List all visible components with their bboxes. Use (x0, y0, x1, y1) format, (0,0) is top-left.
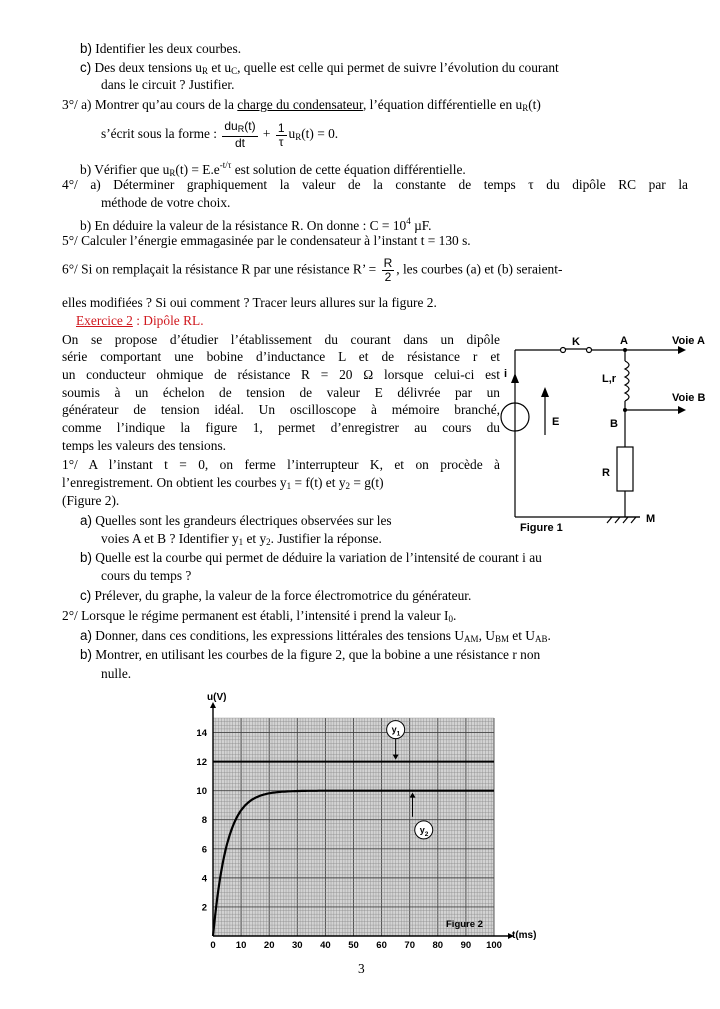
q2b2-line1 (80, 646, 540, 663)
q1-line3: (Figure 2). (62, 493, 120, 508)
num: 1 (277, 120, 285, 135)
intro-line: soumis à un échelon de tension de valeur E délivrée par un (62, 385, 500, 400)
sub-AB: AB (534, 634, 548, 644)
q1-text-b: = f(t) et y (291, 475, 346, 490)
x-tick-label: 90 (460, 940, 472, 951)
switch-terminal (561, 348, 566, 353)
switch-terminal (587, 348, 592, 353)
exp: -t/τ (219, 160, 232, 170)
y-tick-label: 12 (196, 757, 207, 769)
tail-end: (t) = 0. (301, 126, 339, 142)
y-axis-label: u(V) (207, 692, 227, 703)
end: . (547, 628, 551, 643)
q1a-line1 (80, 512, 392, 529)
x-axis-label: t(ms) (512, 930, 537, 941)
node-a (623, 348, 627, 352)
q1b-text: Quelle est la courbe qui permet de déduire la variation de l’intensité de courant i au (95, 550, 542, 565)
x-tick-label: 20 (263, 940, 275, 951)
title-underlined: Exercice 2 (76, 313, 133, 328)
sep: et U (508, 628, 535, 643)
y-tick-label: 8 (201, 815, 207, 827)
fraction-1-tau (276, 122, 287, 149)
sub-1: 1 (286, 481, 292, 491)
q3a-line1 (62, 96, 541, 117)
ground-hatch (631, 517, 636, 523)
y2-marker-label: y (419, 824, 425, 835)
y2-marker-sub: 2 (424, 830, 429, 838)
q3a-form-label: s’écrit sous la forme : (101, 126, 221, 142)
q2c-text-a: Des deux tensions u (94, 60, 203, 75)
sub-R: R (169, 168, 176, 178)
x-tick-label: 50 (348, 940, 359, 951)
sub-2: 2 (266, 537, 271, 547)
figure-2-chart (180, 690, 540, 955)
intro-line: générateur de tension idéal. Un oscilloscope à mémoire branché, (62, 402, 500, 417)
q4b-text: b) En déduire la valeur de la résistance R. On donne : C = 10 (80, 218, 407, 233)
q1a-text-b: et y (243, 531, 267, 546)
sub-R: R (237, 124, 245, 134)
den: τ (278, 134, 284, 149)
x-tick-label: 80 (432, 940, 444, 951)
node-b (623, 408, 627, 412)
intro-line: un conducteur ohmique de résistance R = 20 Ω lorsque celui-ci est (62, 367, 500, 382)
y-tick-label: 14 (196, 728, 207, 740)
x-tick-label: 70 (404, 940, 415, 951)
ground-hatch (607, 517, 612, 523)
x-tick-label: 0 (210, 940, 216, 951)
q3a-end: (t) (528, 97, 541, 112)
q1-text-a: l’enregistrement. On obtient les courbes y (62, 475, 287, 490)
fraction-dur-dt (222, 120, 257, 150)
q1a-text: Quelles sont les grandeurs électriques observées sur les (95, 513, 392, 528)
q6-line2: elles modifiées ? Si oui comment ? Tracer leurs allures sur la figure 2. (62, 295, 437, 310)
page-number: 3 (358, 961, 365, 976)
q3a-post: , l’équation différentielle en u (362, 97, 523, 112)
q1-text-c: = g(t) (350, 475, 384, 490)
intro-line: série comportant une bobine d’inductance L et de résistance r et (62, 349, 500, 364)
q2b2-text: Montrer, en utilisant les courbes de la figure 2, que la bobine a une résistance r non (95, 647, 541, 662)
sep: , U (478, 628, 495, 643)
num: du (224, 119, 238, 133)
q3b-end: est solution de cette équation différentielle. (231, 162, 466, 177)
intro-line: On se propose d’étudier l’établissement du courant dans un dipôle (62, 332, 500, 347)
sub-R: R (295, 132, 302, 143)
q1a-marker: a) (80, 513, 92, 528)
q2c-text-c: , quelle est celle qui permet de suivre l’évolution du courant (237, 60, 559, 75)
label-lr: L,r (602, 373, 617, 385)
q3b-text: b) Vérifier que u (80, 162, 170, 177)
q4a-line2: méthode de votre choix. (101, 195, 231, 210)
q1a-text-c: . Justifier la réponse. (270, 531, 382, 546)
label-r: R (602, 467, 610, 479)
label-voie-a: Voie A (672, 335, 706, 347)
q6-post: , les courbes (a) et (b) seraient- (396, 261, 563, 277)
q3a-line2 (101, 120, 338, 150)
q6-pre: 6°/ Si on remplaçait la résistance R par une résistance R’ = (62, 261, 377, 277)
y1-marker-label: y (391, 724, 397, 735)
chart-grid (213, 718, 494, 936)
sub-C: C (231, 66, 238, 76)
resistor-r (617, 447, 633, 491)
num: R (383, 256, 393, 270)
q1-line1: 1°/ A l’instant t = 0, on ferme l’interrupteur K, et on procède à (62, 457, 500, 472)
current-arrow (511, 373, 519, 383)
sub-2: 2 (345, 481, 351, 491)
q3a-pre: 3°/ a) Montrer qu’au cours de la (62, 97, 238, 112)
q2b2-line2: nulle. (101, 666, 132, 681)
q2-line (62, 607, 456, 628)
q2a-text: Donner, dans ces conditions, les expressions littérales des tensions U (95, 628, 465, 643)
q4b-end: µF. (410, 218, 432, 233)
intro-line: temps les valeurs des tensions. (62, 438, 227, 453)
label-m: M (646, 513, 656, 525)
num-end: (t) (244, 119, 256, 133)
y-tick-label: 2 (201, 902, 207, 914)
title-rest: : Dipôle RL. (132, 313, 204, 328)
den: 2 (384, 270, 392, 284)
label-k: K (572, 336, 580, 348)
q1b-line2: cours du temps ? (101, 568, 192, 583)
sub-1: 1 (238, 537, 244, 547)
coil-lr (625, 361, 629, 401)
plus: + (259, 126, 274, 142)
q2-end: . (452, 608, 457, 623)
label-i: i (504, 368, 508, 380)
voie-b-arrowhead (678, 406, 686, 414)
q1a-text-a: voies A et B ? Identifier y (101, 531, 239, 546)
q2c-marker: c) (80, 60, 92, 75)
label-a: A (620, 335, 628, 347)
tail: u (288, 126, 296, 142)
q1b-marker: b) (80, 550, 92, 565)
q2c-text-b: et u (208, 60, 232, 75)
fraction-R-2 (382, 257, 395, 284)
label-voie-b: Voie B (672, 392, 706, 404)
q3b-mid: (t) = E.e (175, 162, 220, 177)
ground-hatch (623, 517, 628, 523)
figure-1-caption: Figure 1 (520, 522, 563, 534)
q2b-line (80, 40, 241, 57)
x-tick-label: 10 (235, 940, 247, 951)
sub-AM: AM (464, 634, 479, 644)
intro-line: comme l’indique la figure 1, permet d’enregistrer au cours du (62, 420, 500, 435)
q2a-marker: a) (80, 628, 92, 643)
voie-a-arrowhead (678, 346, 686, 354)
label-e: E (552, 416, 560, 428)
q1b-line1 (80, 549, 542, 566)
x-tick-label: 30 (292, 940, 303, 951)
q2b2-marker: b) (80, 647, 92, 662)
q1c-marker: c) (80, 588, 92, 603)
y-tick-label: 4 (201, 873, 207, 885)
y-tick-label: 6 (201, 844, 207, 856)
den: dt (234, 136, 245, 150)
q2a-line (80, 627, 551, 648)
x-tick-label: 100 (486, 940, 502, 951)
chart-title: Figure 2 (446, 919, 483, 930)
q5-line: 5°/ Calculer l’énergie emmagasinée par le condensateur à l’instant t = 130 s. (62, 233, 471, 248)
sub-R: R (202, 66, 209, 76)
q4b-line (80, 213, 432, 234)
e-arrowhead (541, 387, 549, 397)
q1c-text: Prélever, du graphe, la valeur de la force électromotrice du générateur. (94, 588, 472, 603)
q2b-text: Identifier les deux courbes. (95, 41, 242, 56)
q4a-line1: 4°/ a) Déterminer graphiquement la valeur de la constante de temps τ du dipôle RC par la (62, 177, 688, 192)
q2b-marker: b) (80, 41, 92, 56)
q6-line1 (62, 257, 562, 284)
label-b: B (610, 418, 618, 430)
x-tick-label: 40 (320, 940, 331, 951)
sub-0: 0 (448, 614, 453, 624)
y-tick-label: 10 (196, 786, 207, 798)
exercise-2-title (76, 312, 204, 329)
ground-hatch (615, 517, 620, 523)
q2c-line2: dans le circuit ? Justifier. (101, 77, 235, 92)
q1c-line (80, 587, 471, 604)
x-tick-label: 60 (376, 940, 387, 951)
sub-R: R (522, 103, 529, 113)
y1-marker-sub: 1 (396, 730, 401, 738)
q1a-line2 (101, 530, 382, 551)
figure-1-circuit (500, 335, 720, 535)
q3a-underlined: charge du condensateur (237, 97, 363, 112)
exp: 4 (406, 216, 411, 226)
sub-BM: BM (494, 634, 509, 644)
q2-text: 2°/ Lorsque le régime permanent est établi, l’intensité i prend la valeur I (62, 608, 449, 623)
